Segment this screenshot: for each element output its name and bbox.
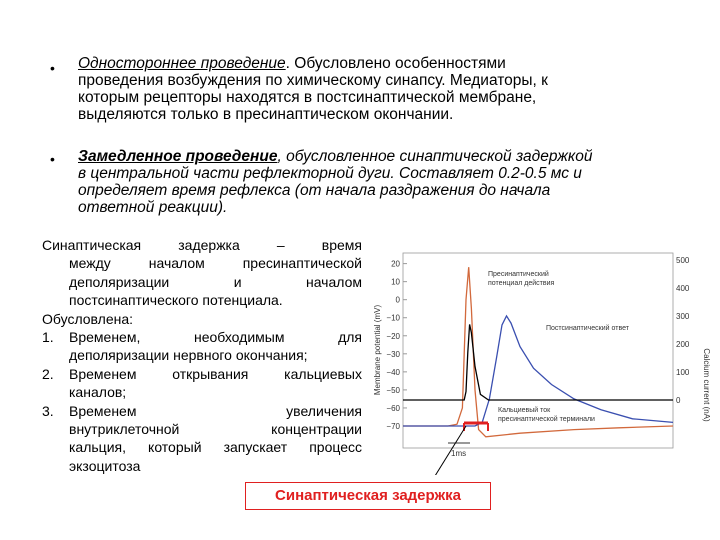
definition-line: постсинаптического потенциала.	[69, 292, 283, 309]
cause-number: 3.	[42, 402, 54, 419]
y2-axis-label: Calcium current (nA)	[702, 348, 711, 422]
bullet-one-line: выделяются только в пресинаптическом окончании.	[78, 106, 454, 123]
bullet-one-rest: . Обусловлено особенностями	[285, 55, 506, 72]
calcium-annotation: Кальциевый ток	[498, 407, 551, 414]
bullet-two-line: определяет время рефлекса (от начала раздражения до начала	[78, 182, 551, 199]
cause-item	[42, 365, 362, 383]
definition-line: между началом пресинаптической	[69, 255, 362, 272]
cause-text-cont: внутриклеточной концентрации	[69, 421, 362, 438]
cause-text-cont: каналов;	[69, 384, 127, 401]
bullet-two-term: Замедленное проведение	[78, 148, 278, 165]
y2-tick-label: 100	[676, 368, 690, 377]
y-tick-label: −40	[386, 367, 400, 377]
cause-item	[42, 402, 362, 420]
scale-bar-label: 1ms	[451, 449, 467, 458]
synaptic-delay-callout: Синаптическая задержка	[245, 482, 491, 510]
bullet-marker: •	[50, 60, 55, 76]
bullet-two-line: в центральной части рефлекторной дуги. Составляет 0.2-0.5 мс и	[78, 165, 582, 182]
cause-text: Временем, необходимым для	[69, 329, 362, 346]
bullet-one-line: проведения возбуждения по химическому синапсу. Медиаторы, к	[78, 72, 548, 89]
y-tick-label: −60	[386, 403, 400, 413]
y-tick-label: −30	[386, 349, 400, 359]
synaptic-potential-chart	[368, 250, 713, 475]
bullet-one-term: Одностороннее проведение	[78, 55, 286, 72]
y-tick-label: 20	[391, 259, 400, 269]
y2-tick-label: 0	[676, 396, 681, 405]
y-tick-label: 10	[391, 277, 400, 287]
y2-tick-label: 400	[676, 284, 690, 293]
y-tick-label: −10	[386, 313, 400, 323]
bullet-one-first-line	[78, 55, 690, 72]
cause-text: Временем открывания кальциевых	[69, 365, 362, 382]
y-tick-label: 0	[395, 295, 400, 305]
bullet-one-unidirectional	[78, 55, 690, 123]
cause-text-cont: экзоцитоза	[69, 457, 141, 474]
bullet-marker: •	[50, 151, 55, 167]
presyn-annotation: потенциал действия	[488, 280, 555, 287]
bullet-one-line: которым рецепторы находятся в постсинаптической мембране,	[78, 89, 537, 106]
causes-heading: Обусловлена:	[42, 310, 134, 327]
cause-item	[42, 328, 362, 346]
presyn-annotation: Пресинаптический	[488, 271, 549, 278]
y-tick-label: −50	[386, 385, 400, 395]
y-tick-label: −20	[386, 331, 400, 341]
cause-text: Временем увеличения	[69, 402, 362, 419]
bullet-two-line: ответной реакции).	[78, 199, 228, 216]
y-tick-label: −70	[386, 421, 400, 431]
synaptic-delay-definition	[42, 236, 362, 475]
bullet-two-rest: , обусловленное синаптической задержкой	[277, 148, 593, 165]
cause-text-cont: кальция, который запускает процесс	[69, 439, 362, 456]
calcium-annotation: пресинаптической терминали	[498, 416, 595, 423]
bullet-two-slow-conduction	[78, 148, 690, 216]
y2-tick-label: 500	[676, 256, 690, 265]
definition-line: деполяризации и началом	[69, 273, 362, 290]
cause-number: 1.	[42, 329, 54, 346]
y-axis-label: Membrane potential (mV)	[373, 304, 382, 396]
postsyn-annotation: Постсинаптический ответ	[546, 325, 629, 332]
definition-line: Синаптическая задержка – время	[42, 237, 362, 253]
y2-tick-label: 200	[676, 340, 690, 349]
series-line	[403, 324, 673, 400]
bullet-two-first-line	[78, 148, 690, 165]
y2-tick-label: 300	[676, 312, 690, 321]
cause-number: 2.	[42, 365, 54, 382]
cause-text-cont: деполяризации нервного окончания;	[69, 347, 308, 364]
